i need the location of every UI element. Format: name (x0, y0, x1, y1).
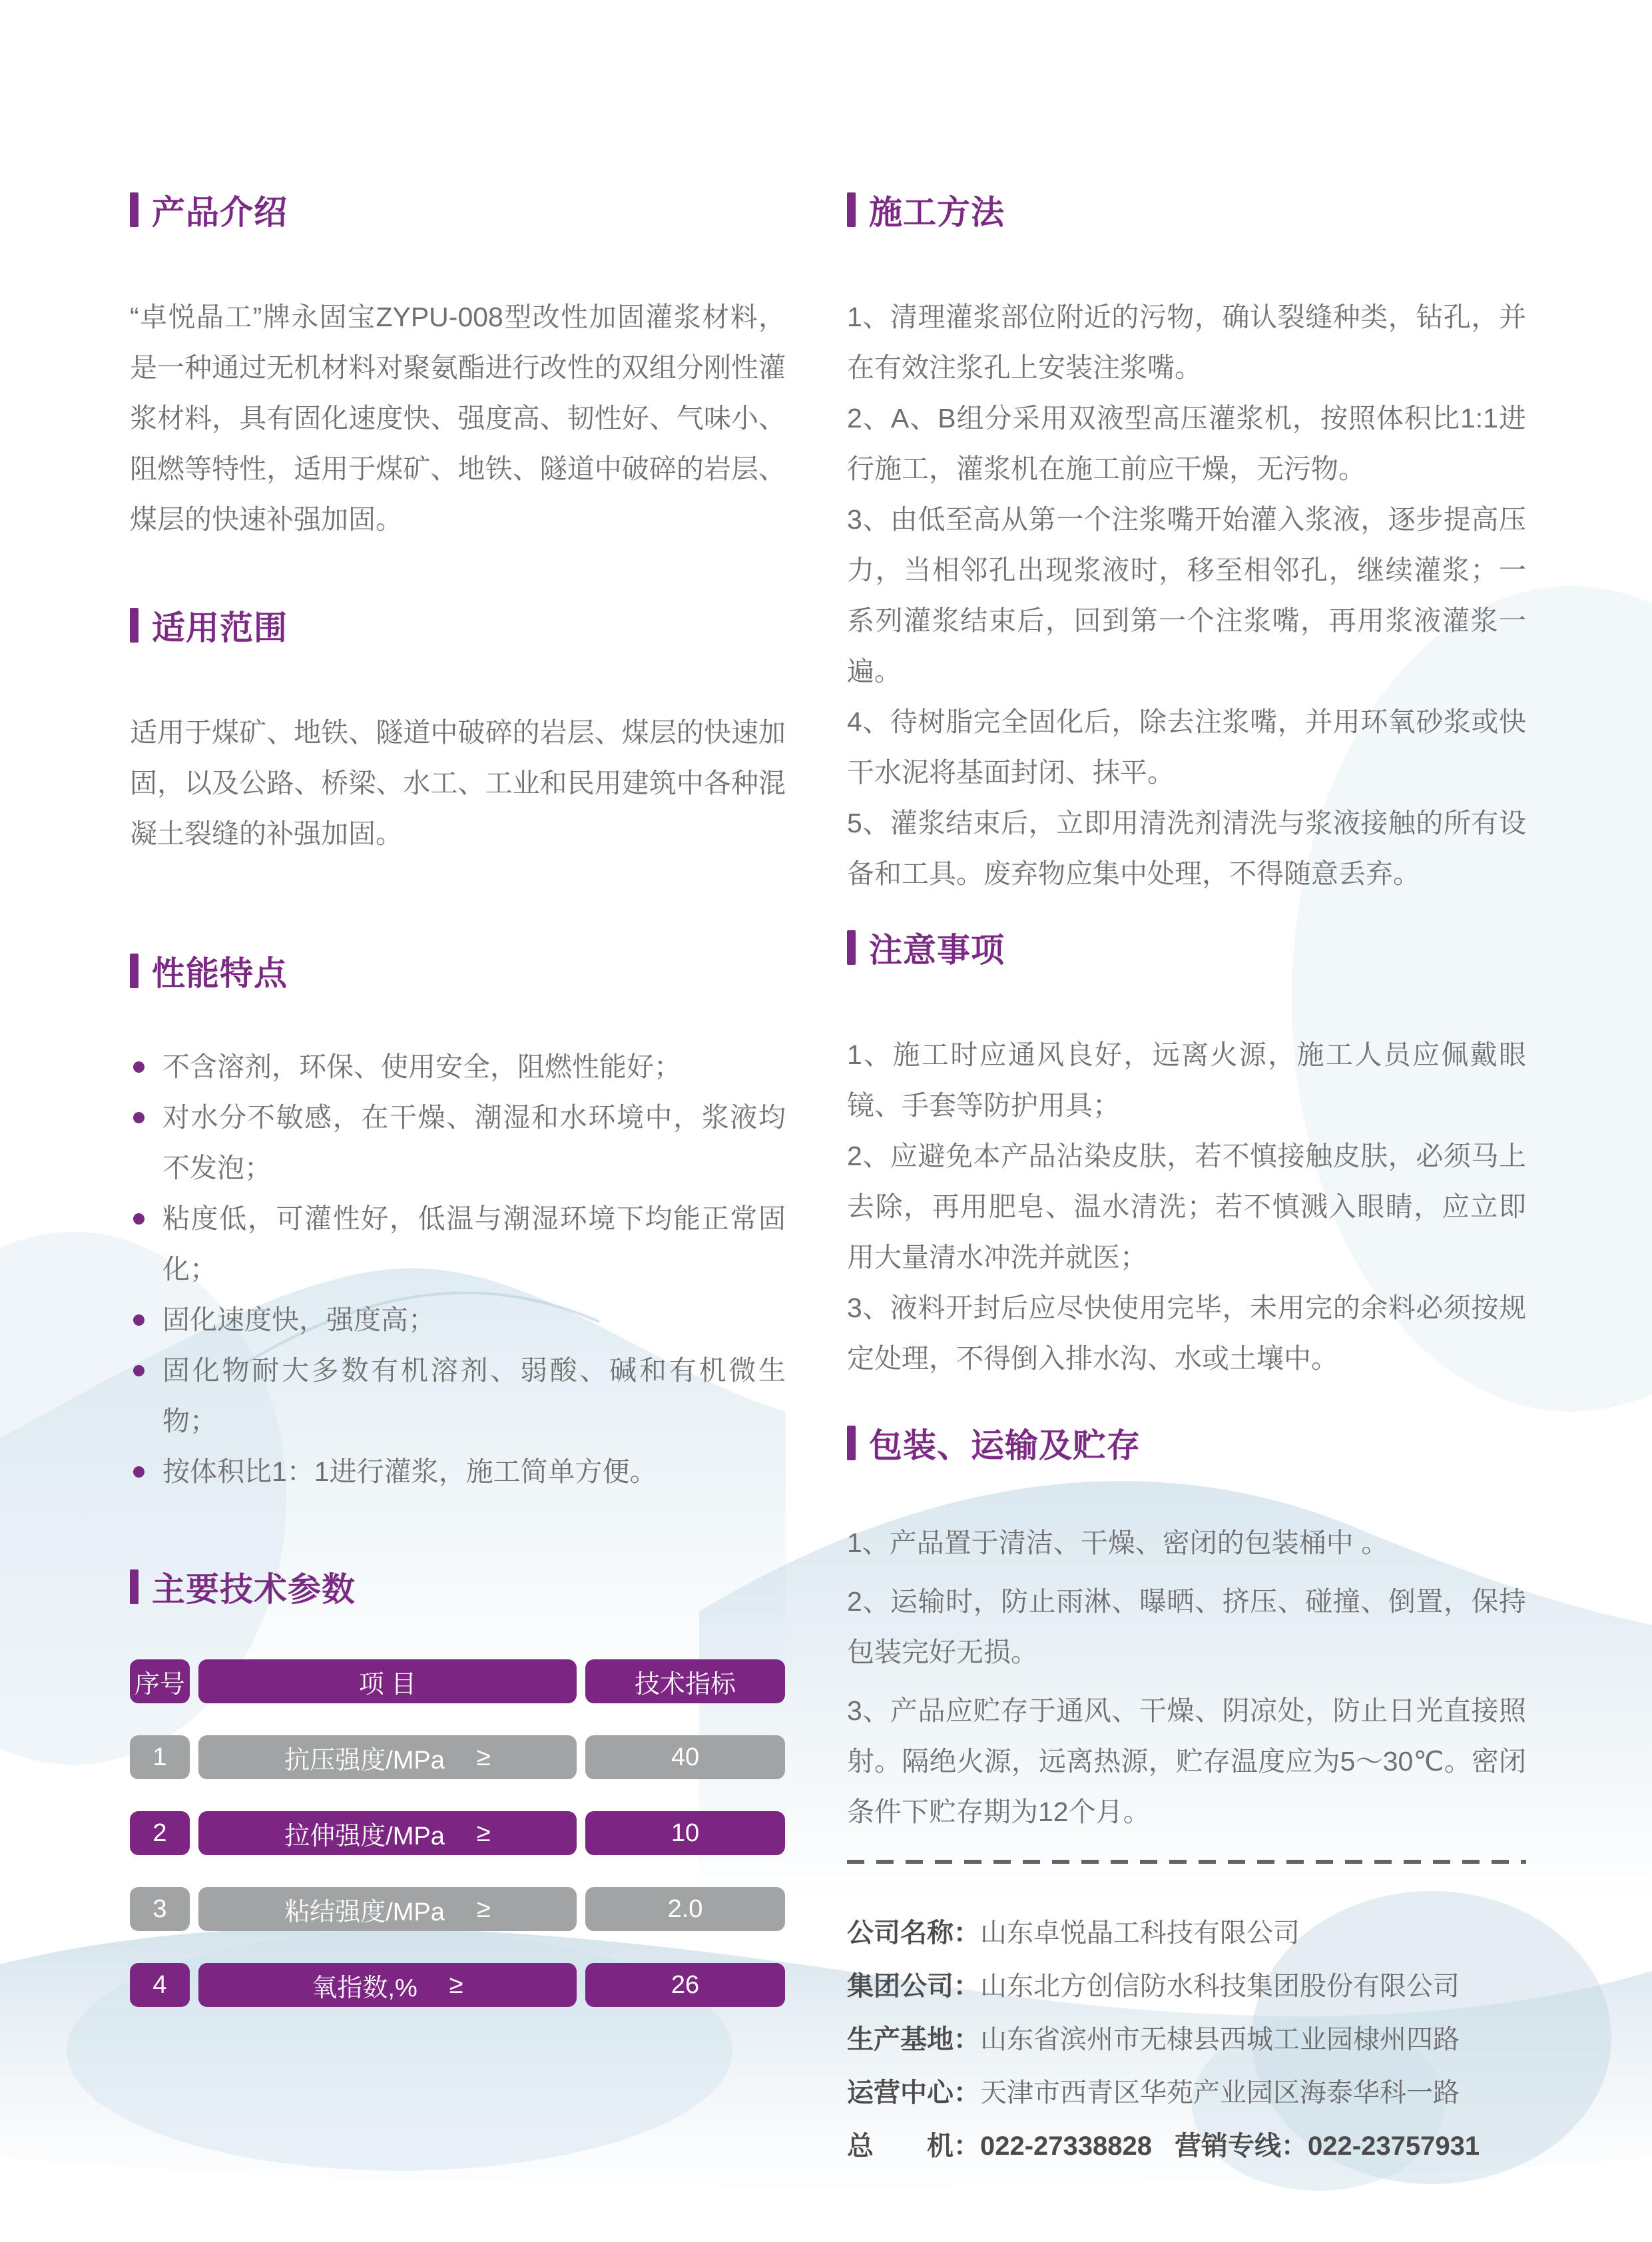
note-item: 3、液料开封后应尽快使用完毕，未用完的余料必须按规定处理，不得倒入排水沟、水或土壤中。 (847, 1292, 1526, 1374)
params-table (130, 1659, 786, 2007)
table-cell-value: 2.0 (585, 1887, 785, 1931)
left-column (130, 0, 786, 2007)
method-list (847, 292, 1526, 899)
method-item: 2、A、B组分采用双液型高压灌浆机，按照体积比1:1进行施工，灌浆机在施工前应干燥，无污物。 (847, 403, 1526, 484)
param-name: 氧指数,% (312, 1974, 417, 2002)
section-heading-intro (130, 192, 786, 231)
company-value: 山东北方创信防水科技集团股份有限公司 (980, 1972, 1460, 2001)
divider-dashed-line (847, 1860, 1526, 1864)
feature-text: 按体积比1：1进行灌浆，施工简单方便。 (162, 1456, 657, 1487)
section-title: 施工方法 (869, 194, 1005, 231)
table-cell-item (198, 1811, 577, 1855)
feature-item (130, 1193, 786, 1294)
method-item: 1、清理灌浆部位附近的污物，确认裂缝种类，钻孔，并在有效注浆孔上安装注浆嘴。 (847, 302, 1526, 383)
company-info (847, 1906, 1526, 2173)
table-cell-no: 3 (130, 1887, 190, 1931)
phone-number: 022-27338828 (980, 2131, 1153, 2161)
storage-list (847, 1518, 1526, 1837)
company-label: 营销专线： (1175, 2131, 1308, 2161)
gte-symbol: ≥ (449, 1970, 463, 1999)
storage-item: 1、产品置于清洁、干燥、密闭的包装桶中 。 (847, 1528, 1389, 1558)
phone-number: 022-23757931 (1308, 2131, 1480, 2161)
heading-accent-bar-icon (130, 192, 138, 227)
table-cell-no: 1 (130, 1735, 190, 1779)
table-cell-no: 4 (130, 1963, 190, 2007)
feature-item (130, 1345, 786, 1446)
gte-symbol: ≥ (476, 1819, 491, 1847)
section-title: 性能特点 (152, 955, 288, 992)
company-row (847, 1906, 1526, 1960)
table-cell-no: 2 (130, 1811, 190, 1855)
table-header-value: 技术指标 (585, 1659, 785, 1703)
storage-item: 2、运输时，防止雨淋、曝晒、挤压、碰撞、倒置，保持包装完好无损。 (847, 1586, 1526, 1667)
method-item: 3、由低至高从第一个注浆嘴开始灌入浆液，逐步提高压力，当相邻孔出现浆液时，移至相邻孔，继续灌浆；一系列灌浆结束后，回到第一个注浆嘴，再用浆液灌浆一遍。 (847, 504, 1526, 687)
company-row (847, 1960, 1526, 2013)
bullet-icon (133, 1466, 144, 1478)
section-title: 产品介绍 (152, 194, 288, 231)
company-value: 山东省滨州市无棣县西城工业园棣州四路 (980, 2025, 1460, 2054)
bullet-icon (133, 1112, 144, 1123)
feature-text: 固化物耐大多数有机溶剂、弱酸、碱和有机微生物； (162, 1355, 786, 1436)
param-name: 粘结强度/MPa (284, 1898, 445, 1926)
company-label: 生产基地： (847, 2025, 980, 2054)
right-column (847, 0, 1526, 2173)
section-heading-notes (847, 930, 1526, 969)
param-name: 抗压强度/MPa (284, 1746, 445, 1775)
company-row (847, 2013, 1526, 2066)
heading-accent-bar-icon (847, 192, 856, 227)
feature-text: 固化速度快，强度高； (162, 1304, 435, 1335)
company-label: 集团公司： (847, 1972, 980, 2001)
bullet-icon (133, 1061, 144, 1073)
section-heading-params (130, 1569, 786, 1608)
company-label: 总 机： (847, 2131, 980, 2161)
section-title: 注意事项 (869, 932, 1005, 969)
feature-text: 粘度低，可灌性好，低温与潮湿环境下均能正常固化； (162, 1203, 786, 1284)
note-item: 1、施工时应通风良好，远离火源，施工人员应佩戴眼镜、手套等防护用具； (847, 1039, 1526, 1121)
heading-accent-bar-icon (130, 1569, 138, 1604)
section-title: 包装、运输及贮存 (869, 1427, 1141, 1464)
method-item: 5、灌浆结束后，立即用清洗剂清洗与浆液接触的所有设备和工具。废弃物应集中处理，不得随意丢弃。 (847, 808, 1526, 889)
heading-accent-bar-icon (847, 930, 856, 965)
feature-item (130, 1041, 786, 1092)
scope-paragraph: 适用于煤矿、地铁、隧道中破碎的岩层、煤层的快速加固，以及公路、桥梁、水工、工业和民用建筑中各种混凝土裂缝的补强加固。 (130, 717, 786, 849)
heading-accent-bar-icon (847, 1426, 856, 1460)
table-cell-value: 10 (585, 1811, 785, 1855)
storage-item: 3、产品应贮存于通风、干燥、阴凉处，防止日光直接照射。隔绝火源，远离热源，贮存温度应为5～30℃。密闭条件下贮存期为12个月。 (847, 1695, 1526, 1827)
section-title: 主要技术参数 (152, 1571, 356, 1608)
company-value: 山东卓悦晶工科技有限公司 (980, 1918, 1300, 1948)
heading-accent-bar-icon (130, 608, 138, 643)
feature-text: 对水分不敏感，在干燥、潮湿和水环境中，浆液均不发泡； (162, 1102, 786, 1183)
company-label: 运营中心： (847, 2078, 980, 2107)
company-value: 天津市西青区华苑产业园区海泰华科一路 (980, 2078, 1460, 2107)
method-item: 4、待树脂完全固化后，除去注浆嘴，并用环氧砂浆或快干水泥将基面封闭、抹平。 (847, 706, 1526, 788)
table-cell-value: 40 (585, 1735, 785, 1779)
gte-symbol: ≥ (476, 1894, 491, 1923)
feature-text: 不含溶剂，环保、使用安全，阻燃性能好； (162, 1051, 681, 1082)
feature-item (130, 1092, 786, 1193)
table-cell-item (198, 1963, 577, 2007)
feature-item (130, 1294, 786, 1345)
table-header-no: 序号 (130, 1659, 190, 1703)
table-cell-value: 26 (585, 1963, 785, 2007)
bullet-icon (133, 1365, 144, 1376)
company-label: 公司名称： (847, 1918, 980, 1948)
notes-list (847, 1029, 1526, 1384)
bullet-icon (133, 1314, 144, 1326)
gte-symbol: ≥ (476, 1743, 491, 1771)
company-row (847, 2066, 1526, 2119)
section-heading-storage (847, 1425, 1526, 1464)
feature-item (130, 1446, 786, 1497)
section-title: 适用范围 (152, 609, 288, 647)
bullet-icon (133, 1213, 144, 1225)
table-cell-item (198, 1887, 577, 1931)
table-cell-item (198, 1735, 577, 1779)
param-name: 拉伸强度/MPa (284, 1822, 445, 1850)
section-heading-features (130, 953, 786, 992)
table-header-item: 项 目 (198, 1659, 577, 1703)
note-item: 2、应避免本产品沾染皮肤，若不慎接触皮肤，必须马上去除，再用肥皂、温水清洗；若不慎溅入眼睛，应立即用大量清水冲洗并就医； (847, 1141, 1526, 1272)
section-heading-scope (130, 607, 786, 647)
company-row-phones (847, 2119, 1526, 2173)
section-heading-method (847, 192, 1526, 231)
heading-accent-bar-icon (130, 954, 138, 988)
intro-paragraph: “卓悦晶工”牌永固宝ZYPU-008型改性加固灌浆材料，是一种通过无机材料对聚氨酯进行改性的双组分刚性灌浆材料，具有固化速度快、强度高、韧性好、气味小、阻燃等特性，适用于煤矿、地铁、隧道中破碎的岩层、煤层的快速补强加固。 (130, 302, 786, 535)
features-list (130, 1041, 786, 1497)
